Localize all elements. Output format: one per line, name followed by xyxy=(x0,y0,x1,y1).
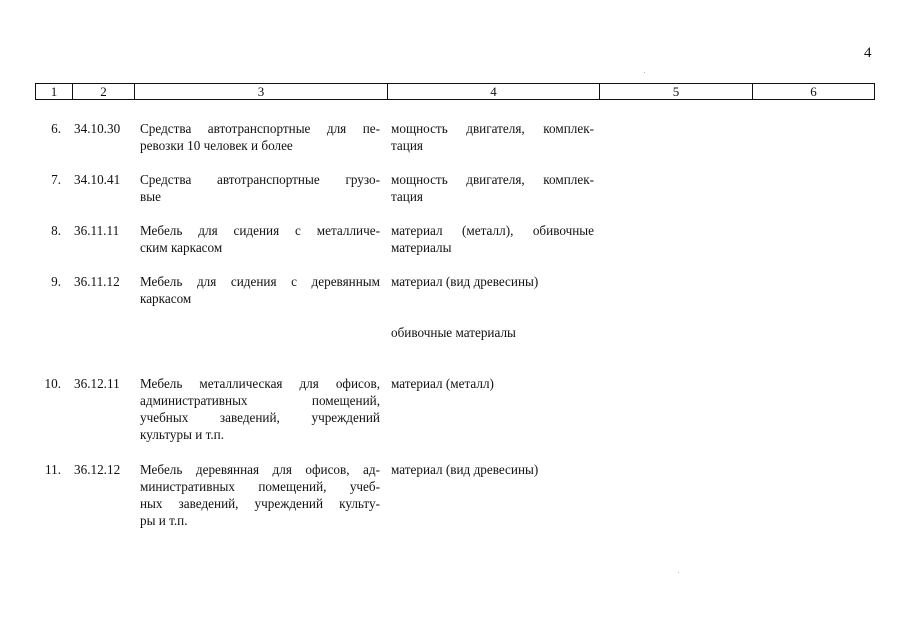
characteristic-line: материал (металл) xyxy=(391,376,494,391)
row-number: 6. xyxy=(51,121,61,136)
column-header-6: 6 xyxy=(753,84,875,100)
item-name xyxy=(140,222,380,256)
scan-speck xyxy=(644,72,645,73)
item-name-line: ским каркасом xyxy=(140,240,223,255)
item-name xyxy=(140,171,380,205)
item-name-line: Мебель для сидения с деревянным xyxy=(140,274,380,289)
characteristic-line: материал (вид древесины) xyxy=(391,462,539,477)
item-characteristic xyxy=(391,171,594,205)
item-name-line: культуры и т.п. xyxy=(140,427,225,442)
item-name xyxy=(140,461,380,529)
row-number: 11. xyxy=(45,462,61,477)
item-name-line: ры и т.п. xyxy=(140,513,188,528)
characteristic-line: тация xyxy=(391,189,423,204)
item-name-line: Средства автотранспортные грузо- xyxy=(140,172,380,187)
characteristic-line: мощность двигателя, комплек- xyxy=(391,121,594,136)
characteristic-line: материалы xyxy=(391,240,452,255)
scan-speck xyxy=(678,572,679,573)
item-characteristic-extra xyxy=(391,324,594,341)
item-characteristic xyxy=(391,120,594,154)
row-number: 7. xyxy=(51,172,61,187)
characteristic-line: обивочные материалы xyxy=(391,325,516,340)
item-name-line: Мебель металлическая для офисов, xyxy=(140,376,380,391)
page-number: 4 xyxy=(864,45,872,61)
item-characteristic xyxy=(391,273,594,290)
column-header-2: 2 xyxy=(73,84,135,100)
characteristic-line: материал (вид древесины) xyxy=(391,274,539,289)
okpd-code: 36.12.12 xyxy=(74,462,121,477)
item-name-line: учебных заведений, учреждений xyxy=(140,410,380,425)
item-name-line: ных заведений, учреждений культу- xyxy=(140,496,380,511)
column-header-5: 5 xyxy=(600,84,753,100)
item-name xyxy=(140,120,380,154)
column-header-3: 3 xyxy=(135,84,388,100)
item-name-line: административных помещений, xyxy=(140,393,380,408)
okpd-code: 36.12.11 xyxy=(74,376,120,391)
row-number: 10. xyxy=(44,376,61,391)
item-name-line: вые xyxy=(140,189,161,204)
characteristic-line: материал (металл), обивочные xyxy=(391,223,594,238)
item-name-line: Мебель для сидения с металличе- xyxy=(140,223,380,238)
item-name xyxy=(140,273,380,307)
okpd-code: 34.10.30 xyxy=(74,121,121,136)
item-name-line: Мебель деревянная для офисов, ад- xyxy=(140,462,380,477)
item-characteristic xyxy=(391,461,594,478)
okpd-code: 34.10.41 xyxy=(74,172,121,187)
item-name xyxy=(140,375,380,443)
item-characteristic xyxy=(391,375,594,392)
item-name-line: ревозки 10 человек и более xyxy=(140,138,293,153)
item-name-line: министративных помещений, учеб- xyxy=(140,479,380,494)
item-characteristic xyxy=(391,222,594,256)
item-name-line: Средства автотранспортные для пе- xyxy=(140,121,380,136)
row-number: 9. xyxy=(51,274,61,289)
row-number: 8. xyxy=(51,223,61,238)
characteristic-line: тация xyxy=(391,138,423,153)
item-name-line: каркасом xyxy=(140,291,192,306)
okpd-code: 36.11.12 xyxy=(74,274,120,289)
column-header-4: 4 xyxy=(388,84,600,100)
okpd-code: 36.11.11 xyxy=(74,223,120,238)
column-header-1: 1 xyxy=(36,84,73,100)
characteristic-line: мощность двигателя, комплек- xyxy=(391,172,594,187)
